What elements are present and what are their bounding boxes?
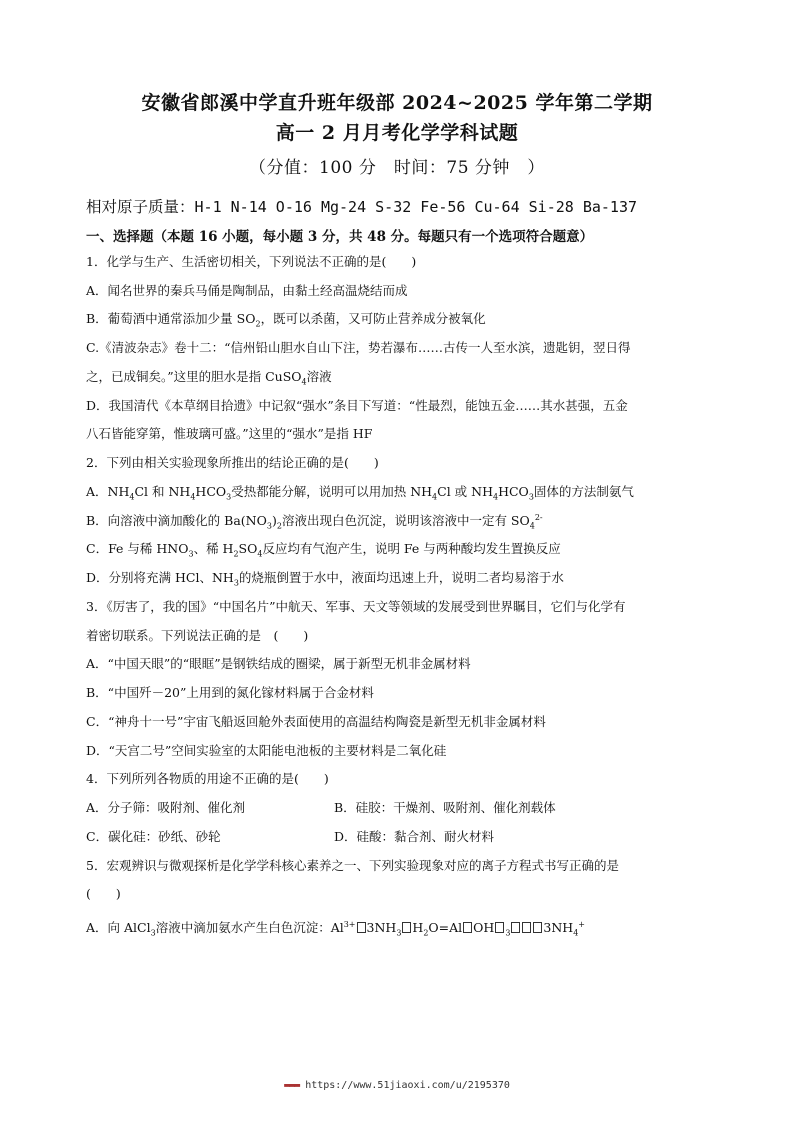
- q1-option-a: A．闻名世界的秦兵马俑是陶制品，由黏土经高温烧结而成: [86, 283, 408, 298]
- q2-option-c: C．Fe 与稀 $HNO_3$、稀 $H_2SO_4$反应均有气泡产生，说明 Fe 与两种酸均发生置换反应: [86, 541, 561, 559]
- q2-option-d: D．分别将充满 HCl、$NH_3$的烧瓶倒置于水中，液面均迅速上升，说明二者均易溶于水: [86, 570, 564, 588]
- missing-glyph-box: [495, 922, 504, 933]
- missing-glyph-box: [533, 922, 542, 933]
- page-footer: [0, 1080, 794, 1091]
- missing-glyph-box: [522, 922, 531, 933]
- q4-option-b: B．硅胶：干燥剂、吸附剂、催化剂载体: [334, 800, 556, 815]
- q1-option-d-line2: 八石皆能穿第，惟玻璃可盛。”这里的“强水”是指 HF: [86, 426, 373, 441]
- footer-logo-mark: ▬▬▬: [284, 1080, 300, 1091]
- q4-option-c: C．碳化硅：砂纸、砂轮: [86, 829, 221, 844]
- atomic-mass-values: H-1 N-14 O-16 Mg-24 S-32 Fe-56 Cu-64 Si-28 Ba-137: [194, 198, 638, 216]
- q3-stem-line1: 3．《厉害了，我的国》“中国名片”中航天、军事、天文等领域的发展受到世界瞩目，它们与化学有: [86, 599, 626, 614]
- q4-stem: 4．下列所列各物质的用途不正确的是( ): [86, 771, 329, 786]
- q1-option-c-line2: 之，已成铜矣。”这里的胆水是指 CuSO$_4$溶液: [86, 369, 332, 387]
- q3-stem-line2: 着密切联系。下列说法正确的是 ( ): [86, 628, 309, 643]
- q4-option-a: A．分子筛：吸附剂、催化剂: [86, 800, 246, 815]
- q2-stem: 2．下列由相关实验现象所推出的结论正确的是( ): [86, 455, 379, 470]
- section-heading: 一、选择题（本题 16 小题，每小题 3 分，共 48 分。每题只有一个选项符合题意）: [86, 229, 594, 245]
- q1-option-c-line1: C.《清波杂志》卷十二：“信州铅山胆水自山下注，势若瀑布……古传一人至水滨，遗匙钥，翌日得: [86, 340, 631, 355]
- q4-option-d: D．硅酸：黏合剂、耐火材料: [334, 829, 495, 844]
- missing-glyph-box: [511, 922, 520, 933]
- q1-stem: 1．化学与生产、生活密切相关，下列说法不正确的是( ): [86, 254, 417, 269]
- q5-stem-line1: 5．宏观辨识与微观探析是化学学科核心素养之一、下列实验现象对应的离子方程式书写正确的是: [86, 858, 619, 873]
- missing-glyph-box: [402, 922, 411, 933]
- q3-option-a: A．“中国天眼”的“眼眶”是钢铁结成的圈梁，属于新型无机非金属材料: [86, 656, 471, 671]
- q5-option-a: A．向 AlCl$_3$溶液中滴加氨水产生白色沉淀：$Al^{3+}$ $3NH_3$ $H_2O=Al$ OH $_3$ $3NH_4^+$: [86, 919, 585, 938]
- exam-title-line1: 安徽省郎溪中学直升班年级部 2024~2025 学年第二学期: [141, 92, 653, 114]
- footer-url[interactable]: https://www.51jiaoxi.com/u/2195370: [305, 1080, 510, 1091]
- q2-option-a: A．$NH_4Cl$ 和 $NH_4HCO_3$受热都能分解，说明可以用加热 $NH_4Cl$ 或 $NH_4HCO_3$固体的方法制氨气: [86, 484, 634, 502]
- q1-option-b: B．葡萄酒中通常添加少量 $SO_2$，既可以杀菌，又可防止营养成分被氧化: [86, 311, 486, 329]
- atomic-mass-label: 相对原子质量：: [86, 198, 195, 216]
- q3-option-c: C．“神舟十一号”宇宙飞船返回舱外表面使用的高温结构陶瓷是新型无机非金属材料: [86, 714, 546, 729]
- missing-glyph-box: [357, 922, 366, 933]
- missing-glyph-box: [463, 922, 472, 933]
- q2-option-b: B．向溶液中滴加酸化的 $Ba(NO_3)_2$溶液出现白色沉淀，说明该溶液中一定有 $SO_4^{2-}$: [86, 512, 543, 531]
- q3-option-d: D．“天宫二号”空间实验室的太阳能电池板的主要材料是二氧化硅: [86, 743, 447, 758]
- q3-option-b: B．“中国歼－20”上用到的氮化镓材料属于合金材料: [86, 685, 374, 700]
- q1-option-d-line1: D．我国清代《本草纲目拾遗》中记叙“强水”条目下写道：“性最烈，能蚀五金……其水甚强，五金: [86, 398, 628, 413]
- q5-stem-line2: ( ): [86, 886, 121, 901]
- exam-score-time: （分值：100 分 时间：75 分钟 ）: [249, 158, 545, 178]
- exam-title-line2: 高一 2 月月考化学学科试题: [275, 122, 519, 144]
- atomic-mass-line: [86, 195, 637, 217]
